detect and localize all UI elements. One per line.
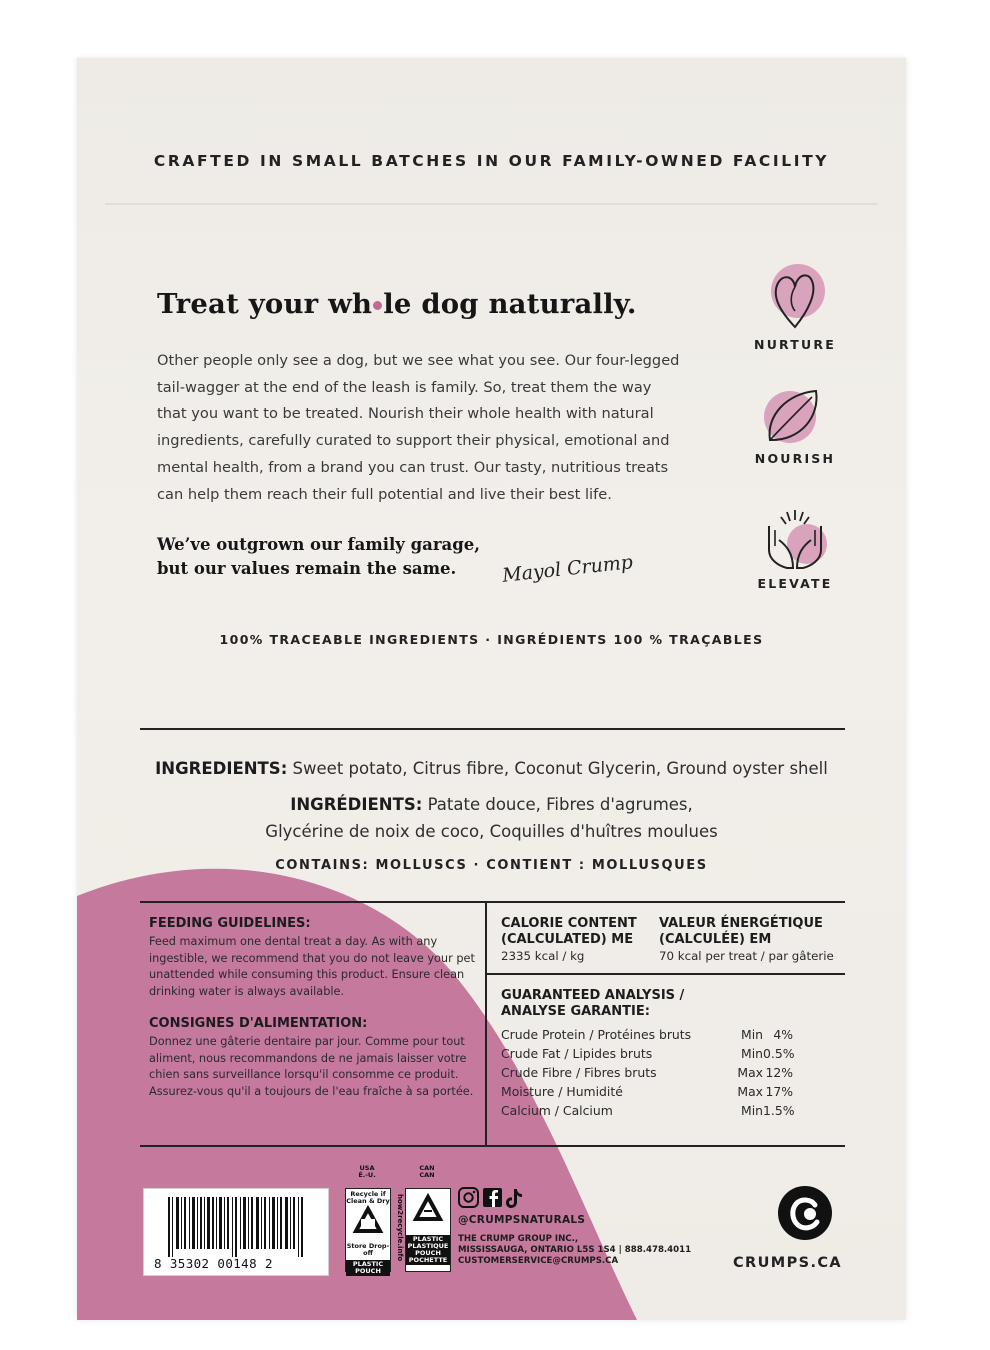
story-line: Other people only see a dog, but we see what you see. Our four-legged	[157, 352, 680, 369]
pillar-label: NOURISH	[754, 451, 836, 466]
feeding-title-fr: CONSIGNES D'ALIMENTATION:	[149, 1016, 368, 1031]
social-handle: @CRUMPSNATURALS	[458, 1214, 586, 1226]
pillar-label: ELEVATE	[757, 576, 833, 591]
recycle-icon	[350, 1205, 386, 1241]
recycle-region-can: CAN CAN	[419, 1164, 435, 1179]
social-icons	[458, 1187, 528, 1213]
brand-story	[157, 348, 717, 508]
calorie-value-fr: 70 kcal per treat / par gâterie	[659, 949, 834, 963]
barcode-digits: 8 35302 00148 2	[154, 1256, 273, 1271]
zip-seal-line	[105, 203, 878, 205]
story-line: can help them reach their full potential and live their best life.	[157, 485, 612, 503]
traceable-tagline: 100% TRACEABLE INGREDIENTS · INGRÉDIENTS 100 % TRAÇABLES	[219, 632, 764, 647]
values-statement: We’ve outgrown our family garage, but our values remain the same.	[157, 535, 481, 578]
story-line: that you want to be treated. Nourish their whole health with natural	[157, 405, 654, 423]
feeding-text-fr: Donnez une gâterie dentaire par jour. Comme pour tout aliment, nous recommandons de ne jamais laisser votre chien sans surveillance lorsqu'il consomme ce produit. Assurez-vous qu'il a toujours de l'eau fraîche à sa portée.	[149, 1035, 474, 1099]
crafted-tagline: CRAFTED IN SMALL BATCHES IN OUR FAMILY-OWNED FACILITY	[153, 152, 830, 170]
signature: Mayol Crump	[501, 551, 634, 587]
recycle-icon	[410, 1193, 446, 1229]
tiktok-icon[interactable]	[506, 1189, 522, 1208]
hands-icon	[755, 506, 835, 572]
allergen-statement: CONTAINS: MOLLUSCS · CONTIENT : MOLLUSQUES	[275, 858, 708, 873]
story-line: tail-wagger at the end of the leash is family. So, treat them the way	[157, 378, 652, 396]
recycle-region-usa: USA É.-U.	[358, 1164, 376, 1179]
barcode-bars	[168, 1197, 308, 1257]
company-info: THE CRUMP GROUP INC., MISSISSAUGA, ONTARIO L5S 1S4 | 888.478.4011 CUSTOMERSERVICE@CRUMPS.CA	[458, 1234, 692, 1266]
calorie-value-en: 2335 kcal / kg	[501, 949, 585, 963]
headline-dot	[373, 301, 382, 310]
column-divider	[485, 901, 487, 1146]
heart-icon	[760, 261, 830, 333]
barcode	[143, 1188, 329, 1276]
story-line: mental health, from a brand you can trust. Our tasty, nutritious treats	[157, 458, 669, 476]
headline: Treat your wh le dog naturally.	[157, 288, 637, 320]
facebook-icon[interactable]	[483, 1188, 502, 1207]
instagram-icon[interactable]	[459, 1188, 478, 1207]
feeding-text-en: Feed maximum one dental treat a day. As with any ingestible, we recommend that you do not leave your pet unattended while consuming this product. Ensure clean drinking water is always available.	[149, 935, 475, 999]
leaf-icon	[760, 385, 830, 447]
divider	[485, 973, 845, 975]
how2recycle-url: how2recycle.info	[396, 1194, 404, 1262]
divider	[140, 1145, 845, 1147]
crumps-logo-icon	[777, 1185, 833, 1241]
pillar-label: NURTURE	[754, 337, 836, 352]
story-line: ingredients, carefully curated to support their physical, emotional and	[157, 432, 670, 450]
feeding-title-en: FEEDING GUIDELINES:	[149, 916, 311, 931]
pillar-nourish	[740, 385, 850, 466]
analysis-title: GUARANTEED ANALYSIS / ANALYSE GARANTIE:	[501, 988, 685, 1019]
divider	[140, 901, 845, 903]
pillar-elevate	[740, 506, 850, 591]
ingredients-fr-continued: Glycérine de noix de coco, Coquilles d'huîtres moulues	[265, 822, 718, 841]
ingredients-fr: INGRÉDIENTS: Patate douce, Fibres d'agrumes,	[290, 795, 693, 814]
divider	[140, 728, 845, 730]
treat-bag-back: CRAFTED IN SMALL BATCHES IN OUR FAMILY-OWNED FACILITY Treat your wh le dog naturally. Other people only see a dog, but we see what you see. Our four-legged tail-wagger at the end of the leash is family. So, treat them the way that you want to be treated. Nourish their whole health with natural ingredients, carefully curated to support their physical, emotional and mental health, from a brand you can trust. Our tasty, nutritious treats can help them reach their full potential and live their best life. We’ve outgrown our family garage, but our values remain the same. Mayol Crump NURTURE NOURISH ELEVATE 100% TRACEABLE INGREDIENTS · INGRÉDIENTS 100 % TRAÇABLES INGREDIENTS: Sweet potato, Citrus fibre, Coconut Glycerin, Ground oyster shell INGRÉDIENTS: Patate douce, Fibres d'agrumes, Glycérine de noix de coco, Coquilles d'huîtres moulues CONTAINS: MOLLUSCS · CONTIENT : MOLLUSQUES FEEDING GUIDELINES: Feed maximum one dental treat a day. As with any ingestible, we recommend that you do not leave your pet unattended while consuming this product. Ensure clean drinking water is always available. CONSIGNES D'ALIMENTATION: Donnez une gâterie dentaire par jour. Comme pour tout aliment, nous recommandons de ne jamais laisser votre chien sans surveillance lorsqu'il consomme ce produit. Assurez-vous qu'il a toujours de l'eau fraîche à sa portée. CALORIE CONTENT (CALCULATED) ME 2335 kcal / kg VALEUR ÉNERGÉTIQUE (CALCULÉE) EM 70 kcal per treat / par gâterie GUARANTEED ANALYSIS / ANALYSE GARANTIE: Crude Protein / Protéines bruts Min 4% Crude Fat / Lipides bruts Min 0.5% Crude Fibre / Fibres bruts Max 12% Moisture / Humidité Max 17% Calcium / Calcium Min 1.5% 8 35302 00148 2 USA É.-U. CAN CAN Recycle if Clean & Dry Store Drop-off PLASTIC POUCH how2recycle.info PLASTIC PLASTIQUE POUCH POCHETTE @CRUMPSNATURALS THE CRUMP GROUP INC., MISSISSAUGA, ONTARIO L5S 1S4 | 888.478.4011 CUSTOMERSERVICE@CRUMPS.CA CRUMPS.CA	[77, 58, 906, 1320]
pillar-nurture	[740, 261, 850, 352]
ingredients-en: INGREDIENTS: Sweet potato, Citrus fibre, Coconut Glycerin, Ground oyster shell	[155, 759, 828, 778]
store-dropoff-label: Recycle if Clean & Dry Store Drop-off PLASTIC POUCH	[346, 1190, 390, 1275]
brand-website: CRUMPS.CA	[733, 1255, 843, 1271]
plastic-pouch-label: PLASTIC PLASTIQUE POUCH POCHETTE	[405, 1188, 451, 1272]
calorie-title-fr: VALEUR ÉNERGÉTIQUE (CALCULÉE) EM	[659, 916, 823, 947]
calorie-title-en: CALORIE CONTENT (CALCULATED) ME	[501, 916, 637, 947]
pink-wave-background	[77, 58, 906, 1320]
